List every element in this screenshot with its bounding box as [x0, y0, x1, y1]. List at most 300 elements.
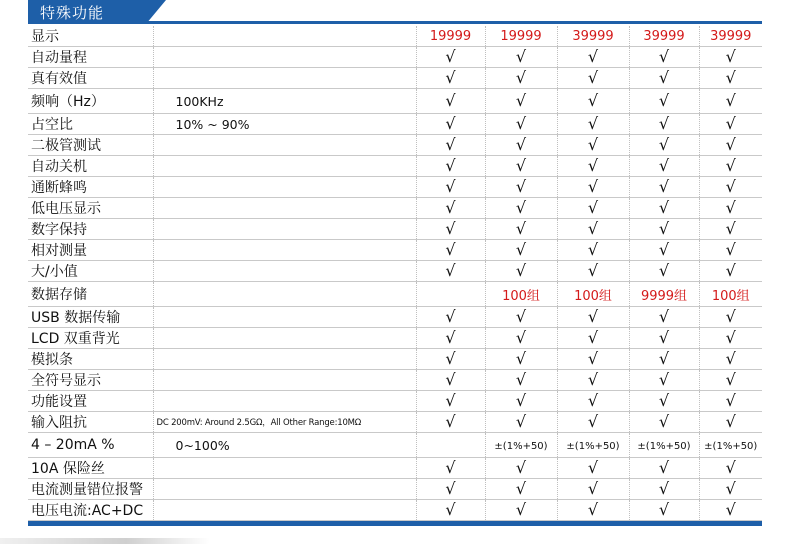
feature-spec	[153, 500, 416, 521]
check-mark-icon: √	[445, 46, 456, 66]
value-cell	[699, 26, 762, 47]
feature-spec	[153, 458, 416, 479]
value-cell	[416, 370, 485, 391]
value-cell	[629, 370, 699, 391]
check-mark-icon: √	[445, 411, 456, 431]
check-mark-icon: √	[658, 67, 670, 87]
feature-spec	[153, 198, 416, 219]
check-mark-icon: √	[658, 457, 670, 477]
check-mark-icon: √	[587, 390, 599, 410]
check-mark-icon: √	[445, 155, 456, 175]
value-cell	[629, 47, 699, 68]
value-cell	[629, 391, 699, 412]
check-mark-icon: √	[445, 390, 456, 410]
value-cell	[416, 177, 485, 198]
table-row	[28, 135, 762, 156]
check-mark-icon: √	[587, 239, 599, 259]
value-cell	[699, 391, 762, 412]
check-mark-icon: √	[725, 155, 736, 175]
check-mark-icon: √	[515, 90, 527, 110]
check-mark-icon: √	[658, 46, 670, 66]
feature-spec	[153, 240, 416, 261]
table-row	[28, 349, 762, 370]
check-mark-icon: √	[658, 306, 670, 326]
value-cell	[557, 240, 629, 261]
feature-name: 模拟条	[28, 349, 153, 370]
value-cell	[485, 26, 557, 47]
value-cell	[629, 433, 699, 458]
feature-name: 占空比	[28, 114, 153, 135]
check-mark-icon: √	[515, 113, 527, 133]
model-value: 100组	[502, 288, 540, 304]
value-cell	[485, 68, 557, 89]
value-cell	[699, 156, 762, 177]
feature-spec	[153, 307, 416, 328]
value-cell	[485, 114, 557, 135]
value-cell	[416, 198, 485, 219]
value-cell	[699, 89, 762, 114]
feature-spec	[153, 328, 416, 349]
check-mark-icon: √	[445, 260, 456, 280]
check-mark-icon: √	[445, 306, 456, 326]
table-row	[28, 177, 762, 198]
tolerance-value: ±(1%+50)	[704, 441, 758, 452]
tolerance-value: ±(1%+50)	[637, 441, 691, 452]
value-cell	[485, 370, 557, 391]
value-cell	[699, 240, 762, 261]
check-mark-icon: √	[725, 411, 736, 431]
feature-spec: 100KHz	[153, 89, 416, 114]
feature-name: 电压电流:AC+DC	[28, 500, 153, 521]
feature-spec	[153, 479, 416, 500]
value-cell	[416, 391, 485, 412]
table-row	[28, 412, 762, 433]
check-mark-icon: √	[445, 176, 456, 196]
value-cell	[416, 349, 485, 370]
feature-name: 低电压显示	[28, 198, 153, 219]
value-cell	[416, 479, 485, 500]
check-mark-icon: √	[725, 197, 736, 217]
value-cell	[699, 328, 762, 349]
feature-name: 电流测量错位报警	[28, 479, 153, 500]
value-cell	[629, 328, 699, 349]
spec-table	[28, 26, 762, 521]
value-cell	[557, 479, 629, 500]
value-cell	[557, 68, 629, 89]
check-mark-icon: √	[445, 348, 456, 368]
check-mark-icon: √	[587, 260, 599, 280]
check-mark-icon: √	[515, 176, 527, 196]
value-cell	[629, 177, 699, 198]
value-cell	[416, 433, 485, 458]
table-row	[28, 458, 762, 479]
feature-spec	[153, 26, 416, 47]
feature-name: 全符号显示	[28, 370, 153, 391]
value-cell	[557, 412, 629, 433]
section-header	[28, 0, 762, 24]
check-mark-icon: √	[658, 260, 670, 280]
feature-name: 数字保持	[28, 219, 153, 240]
check-mark-icon: √	[587, 218, 599, 238]
check-mark-icon: √	[587, 113, 599, 133]
check-mark-icon: √	[445, 239, 456, 259]
value-cell	[485, 47, 557, 68]
check-mark-icon: √	[587, 499, 599, 519]
value-cell	[699, 261, 762, 282]
value-cell	[699, 135, 762, 156]
check-mark-icon: √	[515, 46, 527, 66]
spec-table-body	[28, 26, 762, 521]
value-cell	[416, 500, 485, 521]
table-row	[28, 47, 762, 68]
value-cell	[629, 156, 699, 177]
feature-spec: 10% ~ 90%	[153, 114, 416, 135]
value-cell	[699, 479, 762, 500]
table-row	[28, 261, 762, 282]
feature-spec: 0~100%	[153, 433, 416, 458]
check-mark-icon: √	[725, 46, 736, 66]
check-mark-icon: √	[587, 67, 599, 87]
value-cell	[699, 68, 762, 89]
value-cell	[629, 26, 699, 47]
header-tab	[28, 0, 146, 24]
check-mark-icon: √	[658, 113, 670, 133]
check-mark-icon: √	[515, 478, 527, 498]
feature-spec	[153, 391, 416, 412]
feature-spec: DC 200mV: Around 2.5GΩ，All Other Range:10MΩ	[153, 412, 416, 433]
feature-name: 输入阻抗	[28, 412, 153, 433]
value-cell	[557, 328, 629, 349]
check-mark-icon: √	[515, 134, 527, 154]
value-cell	[629, 114, 699, 135]
check-mark-icon: √	[587, 457, 599, 477]
table-row	[28, 433, 762, 458]
table-row	[28, 89, 762, 114]
value-cell	[485, 500, 557, 521]
value-cell	[485, 479, 557, 500]
check-mark-icon: √	[515, 239, 527, 259]
value-cell	[699, 433, 762, 458]
feature-name: USB 数据传输	[28, 307, 153, 328]
value-cell	[557, 433, 629, 458]
check-mark-icon: √	[445, 327, 456, 347]
check-mark-icon: √	[658, 348, 670, 368]
feature-name: 4 – 20mA %	[28, 433, 153, 458]
check-mark-icon: √	[725, 369, 736, 389]
value-cell	[699, 412, 762, 433]
value-cell	[629, 219, 699, 240]
table-row	[28, 240, 762, 261]
table-row	[28, 156, 762, 177]
check-mark-icon: √	[658, 411, 670, 431]
value-cell	[485, 219, 557, 240]
feature-name: 大/小值	[28, 261, 153, 282]
check-mark-icon: √	[725, 176, 736, 196]
value-cell	[629, 349, 699, 370]
value-cell	[699, 370, 762, 391]
value-cell	[557, 26, 629, 47]
table-row	[28, 500, 762, 521]
check-mark-icon: √	[587, 478, 599, 498]
check-mark-icon: √	[515, 197, 527, 217]
value-cell	[416, 240, 485, 261]
value-cell	[485, 458, 557, 479]
section-title: 特殊功能	[40, 4, 105, 22]
table-row	[28, 370, 762, 391]
value-cell	[629, 282, 699, 307]
value-cell	[699, 307, 762, 328]
value-cell	[699, 500, 762, 521]
check-mark-icon: √	[725, 134, 736, 154]
model-value: 9999组	[640, 288, 688, 304]
check-mark-icon: √	[515, 260, 527, 280]
value-cell	[485, 412, 557, 433]
feature-spec	[153, 177, 416, 198]
model-value: 39999	[643, 29, 685, 44]
check-mark-icon: √	[515, 457, 527, 477]
footer-line	[28, 521, 762, 526]
model-value: 100组	[711, 288, 750, 304]
value-cell	[557, 307, 629, 328]
check-mark-icon: √	[658, 390, 670, 410]
value-cell	[416, 89, 485, 114]
value-cell	[416, 328, 485, 349]
check-mark-icon: √	[587, 327, 599, 347]
value-cell	[557, 458, 629, 479]
check-mark-icon: √	[725, 67, 736, 87]
feature-name: 通断蜂鸣	[28, 177, 153, 198]
table-row	[28, 26, 762, 47]
value-cell	[485, 240, 557, 261]
feature-name: 二极管测试	[28, 135, 153, 156]
feature-spec	[153, 47, 416, 68]
check-mark-icon: √	[658, 499, 670, 519]
check-mark-icon: √	[515, 306, 527, 326]
value-cell	[699, 198, 762, 219]
value-cell	[416, 156, 485, 177]
table-row	[28, 68, 762, 89]
value-cell	[699, 177, 762, 198]
value-cell	[485, 307, 557, 328]
check-mark-icon: √	[658, 197, 670, 217]
model-value: 100组	[574, 288, 612, 304]
value-cell	[485, 328, 557, 349]
model-value: 39999	[572, 29, 614, 44]
value-cell	[416, 261, 485, 282]
table-row	[28, 282, 762, 307]
check-mark-icon: √	[515, 499, 527, 519]
value-cell	[416, 135, 485, 156]
value-cell	[699, 219, 762, 240]
check-mark-icon: √	[515, 348, 527, 368]
tolerance-value: ±(1%+50)	[566, 441, 620, 452]
value-cell	[557, 156, 629, 177]
value-cell	[485, 135, 557, 156]
check-mark-icon: √	[658, 369, 670, 389]
check-mark-icon: √	[445, 134, 456, 154]
model-value: 19999	[500, 29, 542, 44]
value-cell	[485, 156, 557, 177]
value-cell	[416, 282, 485, 307]
check-mark-icon: √	[445, 197, 456, 217]
value-cell	[629, 307, 699, 328]
check-mark-icon: √	[445, 113, 456, 133]
check-mark-icon: √	[725, 113, 736, 133]
check-mark-icon: √	[658, 478, 670, 498]
value-cell	[699, 282, 762, 307]
value-cell	[416, 68, 485, 89]
check-mark-icon: √	[515, 327, 527, 347]
check-mark-icon: √	[725, 90, 736, 110]
value-cell	[699, 349, 762, 370]
value-cell	[557, 47, 629, 68]
feature-name: 自动量程	[28, 47, 153, 68]
value-cell	[629, 240, 699, 261]
feature-spec	[153, 349, 416, 370]
check-mark-icon: √	[515, 67, 527, 87]
feature-spec	[153, 135, 416, 156]
feature-name: 10A 保险丝	[28, 458, 153, 479]
value-cell	[416, 307, 485, 328]
value-cell	[416, 458, 485, 479]
check-mark-icon: √	[587, 369, 599, 389]
check-mark-icon: √	[587, 134, 599, 154]
value-cell	[485, 282, 557, 307]
check-mark-icon: √	[587, 155, 599, 175]
check-mark-icon: √	[587, 348, 599, 368]
model-value: 19999	[429, 29, 472, 44]
value-cell	[485, 177, 557, 198]
check-mark-icon: √	[445, 67, 456, 87]
check-mark-icon: √	[725, 327, 736, 347]
value-cell	[557, 500, 629, 521]
value-cell	[629, 500, 699, 521]
check-mark-icon: √	[587, 176, 599, 196]
feature-spec	[153, 370, 416, 391]
check-mark-icon: √	[445, 218, 456, 238]
value-cell	[416, 47, 485, 68]
check-mark-icon: √	[587, 306, 599, 326]
value-cell	[699, 47, 762, 68]
table-row	[28, 307, 762, 328]
value-cell	[557, 261, 629, 282]
check-mark-icon: √	[725, 306, 736, 326]
check-mark-icon: √	[658, 239, 670, 259]
feature-name: 数据存储	[28, 282, 153, 307]
check-mark-icon: √	[725, 390, 736, 410]
value-cell	[629, 412, 699, 433]
check-mark-icon: √	[445, 90, 456, 110]
value-cell	[485, 89, 557, 114]
value-cell	[557, 177, 629, 198]
table-row	[28, 328, 762, 349]
value-cell	[485, 349, 557, 370]
check-mark-icon: √	[445, 369, 456, 389]
value-cell	[629, 89, 699, 114]
value-cell	[485, 391, 557, 412]
value-cell	[629, 458, 699, 479]
value-cell	[485, 433, 557, 458]
value-cell	[485, 198, 557, 219]
feature-spec	[153, 156, 416, 177]
value-cell	[557, 219, 629, 240]
value-cell	[557, 89, 629, 114]
tolerance-value: ±(1%+50)	[494, 441, 548, 452]
check-mark-icon: √	[725, 478, 736, 498]
table-row	[28, 219, 762, 240]
check-mark-icon: √	[515, 155, 527, 175]
check-mark-icon: √	[658, 176, 670, 196]
value-cell	[557, 198, 629, 219]
check-mark-icon: √	[725, 457, 736, 477]
footer-shadow	[0, 538, 210, 544]
feature-name: 频响（Hz）	[28, 89, 153, 114]
value-cell	[557, 349, 629, 370]
value-cell	[629, 479, 699, 500]
value-cell	[699, 458, 762, 479]
table-row	[28, 391, 762, 412]
feature-name: 真有效值	[28, 68, 153, 89]
value-cell	[416, 412, 485, 433]
value-cell	[416, 219, 485, 240]
feature-name: 显示	[28, 26, 153, 47]
table-row	[28, 198, 762, 219]
value-cell	[557, 391, 629, 412]
feature-spec	[153, 282, 416, 307]
value-cell	[629, 135, 699, 156]
check-mark-icon: √	[658, 90, 670, 110]
check-mark-icon: √	[725, 348, 736, 368]
feature-name: 功能设置	[28, 391, 153, 412]
model-value: 39999	[710, 29, 752, 44]
check-mark-icon: √	[658, 134, 670, 154]
value-cell	[629, 68, 699, 89]
check-mark-icon: √	[587, 411, 599, 431]
feature-spec	[153, 219, 416, 240]
check-mark-icon: √	[515, 411, 527, 431]
value-cell	[416, 114, 485, 135]
value-cell	[485, 261, 557, 282]
check-mark-icon: √	[725, 499, 736, 519]
value-cell	[629, 261, 699, 282]
check-mark-icon: √	[725, 260, 736, 280]
check-mark-icon: √	[445, 499, 456, 519]
value-cell	[557, 282, 629, 307]
value-cell	[629, 198, 699, 219]
value-cell	[699, 114, 762, 135]
check-mark-icon: √	[725, 218, 736, 238]
value-cell	[416, 26, 485, 47]
value-cell	[557, 370, 629, 391]
feature-name: LCD 双重背光	[28, 328, 153, 349]
check-mark-icon: √	[658, 218, 670, 238]
check-mark-icon: √	[445, 457, 456, 477]
check-mark-icon: √	[515, 390, 527, 410]
check-mark-icon: √	[587, 46, 599, 66]
table-row	[28, 114, 762, 135]
table-row	[28, 479, 762, 500]
value-cell	[557, 114, 629, 135]
check-mark-icon: √	[445, 478, 456, 498]
check-mark-icon: √	[587, 197, 599, 217]
check-mark-icon: √	[515, 369, 527, 389]
check-mark-icon: √	[658, 327, 670, 347]
check-mark-icon: √	[515, 218, 527, 238]
feature-name: 相对测量	[28, 240, 153, 261]
value-cell	[557, 135, 629, 156]
check-mark-icon: √	[587, 90, 599, 110]
check-mark-icon: √	[658, 155, 670, 175]
